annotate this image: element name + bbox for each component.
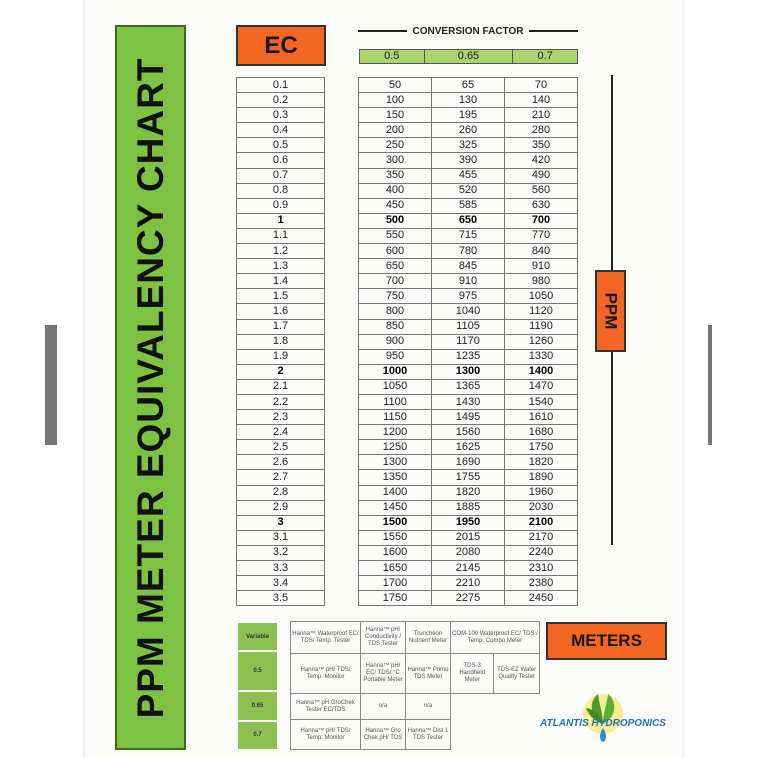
- ec-row: [237, 410, 325, 425]
- ppm-row: [359, 78, 578, 93]
- ppm-row: [359, 213, 578, 228]
- meter-cell: Hanna™ pH/ TDS/ Temp. Monitor: [291, 654, 361, 694]
- title-banner: [115, 25, 186, 750]
- ppm-value: 1200: [359, 425, 432, 440]
- ppm-value: 1050: [359, 379, 432, 394]
- ec-value: 2.5: [237, 440, 325, 455]
- ppm-value: 325: [432, 138, 505, 153]
- ppm-row: [359, 289, 578, 304]
- ppm-value: 1820: [505, 455, 578, 470]
- ppm-value: 450: [359, 198, 432, 213]
- meters-header: [546, 622, 667, 660]
- ec-row: [237, 198, 325, 213]
- ec-value: 0.2: [237, 93, 325, 108]
- ec-row: [237, 228, 325, 243]
- meters-table: [290, 621, 540, 750]
- right-edge-bar: [708, 325, 712, 445]
- meter-cell: COM-100 Waterproof EC/ TDS / Temp. Combo Meter: [451, 622, 540, 654]
- ec-value: 0.5: [237, 138, 325, 153]
- meter-cell: TDS-EZ Water Quality Tester: [494, 654, 540, 694]
- ec-row: [237, 591, 325, 606]
- ec-value: 2.9: [237, 500, 325, 515]
- ec-value: 2.7: [237, 470, 325, 485]
- ec-value: 0.4: [237, 123, 325, 138]
- ppm-value: 1050: [505, 289, 578, 304]
- ppm-value: 1150: [359, 410, 432, 425]
- ppm-value: 800: [359, 304, 432, 319]
- ppm-row: [359, 108, 578, 123]
- ppm-row: [359, 576, 578, 591]
- ec-value: 3.1: [237, 530, 325, 545]
- ppm-value: 750: [359, 289, 432, 304]
- ppm-row: [359, 319, 578, 334]
- ec-row: [237, 561, 325, 576]
- ppm-value: 1000: [359, 364, 432, 379]
- ec-row: [237, 244, 325, 259]
- ec-row: [237, 379, 325, 394]
- ppm-row: [359, 394, 578, 409]
- ppm-value: 1400: [359, 485, 432, 500]
- ppm-value: 420: [505, 153, 578, 168]
- ec-value: 1.2: [237, 244, 325, 259]
- ppm-value: 1400: [505, 364, 578, 379]
- ec-row: [237, 455, 325, 470]
- ppm-value: 2100: [505, 515, 578, 530]
- ppm-value: 1540: [505, 394, 578, 409]
- ec-row: [237, 349, 325, 364]
- ec-value: 0.8: [237, 183, 325, 198]
- ppm-value: 900: [359, 334, 432, 349]
- ec-row: [237, 530, 325, 545]
- ppm-value: 70: [505, 78, 578, 93]
- ppm-value: 1755: [432, 470, 505, 485]
- ec-value: 2.2: [237, 394, 325, 409]
- ppm-value: 1950: [432, 515, 505, 530]
- ec-row: [237, 183, 325, 198]
- ppm-value: 1960: [505, 485, 578, 500]
- ec-row: [237, 259, 325, 274]
- ec-value: 2.1: [237, 379, 325, 394]
- ppm-label-box: [595, 270, 626, 352]
- ec-value: 2.3: [237, 410, 325, 425]
- ppm-value: 1040: [432, 304, 505, 319]
- ppm-value: 1260: [505, 334, 578, 349]
- ppm-value: 910: [505, 259, 578, 274]
- ppm-value: 2450: [505, 591, 578, 606]
- ppm-value: 650: [432, 213, 505, 228]
- ppm-value: 650: [359, 259, 432, 274]
- ppm-bracket-line-bottom: [611, 352, 613, 545]
- ec-row: [237, 470, 325, 485]
- ec-value: 1: [237, 213, 325, 228]
- ec-row: [237, 485, 325, 500]
- ppm-value: 1680: [505, 425, 578, 440]
- ppm-value: 400: [359, 183, 432, 198]
- ppm-value: 2240: [505, 545, 578, 560]
- ppm-value: 2310: [505, 561, 578, 576]
- ppm-row: [359, 410, 578, 425]
- ppm-value: 1550: [359, 530, 432, 545]
- ppm-value: 550: [359, 228, 432, 243]
- ppm-row: [359, 228, 578, 243]
- ppm-value: 630: [505, 198, 578, 213]
- ec-label: EC: [264, 31, 298, 59]
- ppm-row: [359, 364, 578, 379]
- ppm-row: [359, 304, 578, 319]
- ppm-value: 780: [432, 244, 505, 259]
- ec-value: 3.3: [237, 561, 325, 576]
- ppm-value: 2015: [432, 530, 505, 545]
- ec-value: 3.2: [237, 545, 325, 560]
- ppm-value: 100: [359, 93, 432, 108]
- logo-text: ATLANTIS HYDROPONICS: [540, 718, 666, 729]
- meter-cell: Hanna™ pH GroChek Tester EC/TDS: [291, 694, 361, 720]
- ppm-value: 1600: [359, 545, 432, 560]
- meter-factor: 0.65: [237, 691, 278, 720]
- atlantis-hydroponics-logo: [540, 688, 666, 748]
- ec-row: [237, 545, 325, 560]
- ec-value: 1.3: [237, 259, 325, 274]
- ppm-value: 1690: [432, 455, 505, 470]
- ppm-value: 1470: [505, 379, 578, 394]
- ppm-value: 770: [505, 228, 578, 243]
- ppm-value: 1890: [505, 470, 578, 485]
- ec-row: [237, 213, 325, 228]
- ppm-value: 1560: [432, 425, 505, 440]
- factor-cell: 0.5: [360, 50, 425, 64]
- ppm-value: 1885: [432, 500, 505, 515]
- ec-value: 3.4: [237, 576, 325, 591]
- ec-row: [237, 576, 325, 591]
- ec-value: 3.5: [237, 591, 325, 606]
- meter-cell: Hanna™ Primo TDS Meter: [406, 654, 451, 694]
- ec-value: 1.8: [237, 334, 325, 349]
- ppm-value: 390: [432, 153, 505, 168]
- ppm-value: 300: [359, 153, 432, 168]
- ppm-value: 2380: [505, 576, 578, 591]
- ec-row: [237, 78, 325, 93]
- ppm-value: 455: [432, 168, 505, 183]
- ppm-value: 260: [432, 123, 505, 138]
- meter-cell: Hanna™ Waterproof EC/ TDS/ Temp. Tester: [291, 622, 361, 654]
- meter-cell: Hanna™ Dist 1 TDS Tester: [406, 720, 451, 750]
- ppm-row: [359, 515, 578, 530]
- ppm-row: [359, 123, 578, 138]
- ppm-value: 500: [359, 213, 432, 228]
- ec-row: [237, 153, 325, 168]
- meter-cell: TDS-3 Handheld Meter: [451, 654, 494, 694]
- ppm-value: 2145: [432, 561, 505, 576]
- ppm-row: [359, 334, 578, 349]
- ec-value: 0.1: [237, 78, 325, 93]
- ppm-value: 1500: [359, 515, 432, 530]
- ec-value: 2: [237, 364, 325, 379]
- ppm-value: 350: [505, 138, 578, 153]
- ec-row: [237, 289, 325, 304]
- ec-value: 1.6: [237, 304, 325, 319]
- ppm-value: 845: [432, 259, 505, 274]
- conversion-factor-header: [358, 24, 578, 38]
- ppm-value: 2080: [432, 545, 505, 560]
- ppm-value: 1100: [359, 394, 432, 409]
- ppm-value: 490: [505, 168, 578, 183]
- ec-value: 2.6: [237, 455, 325, 470]
- ppm-value: 1300: [432, 364, 505, 379]
- ppm-value: 1170: [432, 334, 505, 349]
- ppm-value: 560: [505, 183, 578, 198]
- ppm-value: 1820: [432, 485, 505, 500]
- meter-cell: Hanna™ pH/ EC/ TDS/ °C Portable Meter: [361, 654, 406, 694]
- factor-row: [359, 49, 578, 64]
- ppm-value: 2275: [432, 591, 505, 606]
- ppm-row: [359, 591, 578, 606]
- ppm-row: [359, 198, 578, 213]
- ppm-row: [359, 530, 578, 545]
- ppm-value: 520: [432, 183, 505, 198]
- ppm-value: 910: [432, 274, 505, 289]
- ec-row: [237, 440, 325, 455]
- ppm-value: 1120: [505, 304, 578, 319]
- left-edge-bar: [45, 325, 57, 445]
- ec-row: [237, 168, 325, 183]
- ec-value: 3: [237, 515, 325, 530]
- ppm-value: 210: [505, 108, 578, 123]
- ec-value: 1.9: [237, 349, 325, 364]
- ppm-value: 250: [359, 138, 432, 153]
- ec-table: [236, 77, 325, 606]
- ec-row: [237, 93, 325, 108]
- ppm-value: 1650: [359, 561, 432, 576]
- ec-row: [237, 123, 325, 138]
- ec-value: 1.1: [237, 228, 325, 243]
- ppm-row: [359, 138, 578, 153]
- ppm-value: 280: [505, 123, 578, 138]
- ppm-row: [359, 349, 578, 364]
- ppm-value: 1450: [359, 500, 432, 515]
- ppm-value: 2170: [505, 530, 578, 545]
- ppm-value: 975: [432, 289, 505, 304]
- ec-row: [237, 138, 325, 153]
- meter-factor: 0.7: [237, 721, 278, 750]
- ppm-row: [359, 500, 578, 515]
- ppm-value: 1700: [359, 576, 432, 591]
- meter-factor: Variable: [237, 622, 278, 651]
- ppm-value: 1235: [432, 349, 505, 364]
- ppm-value: 1750: [359, 591, 432, 606]
- ec-row: [237, 304, 325, 319]
- factor-cell: 0.7: [513, 50, 578, 64]
- ec-value: 1.7: [237, 319, 325, 334]
- ppm-value: 585: [432, 198, 505, 213]
- ppm-value: 195: [432, 108, 505, 123]
- ec-value: 1.5: [237, 289, 325, 304]
- ppm-row: [359, 259, 578, 274]
- ppm-value: 1350: [359, 470, 432, 485]
- meter-cell: Hanna™ pH/ Conductivity / TDS Tester: [361, 622, 406, 654]
- ec-value: 2.8: [237, 485, 325, 500]
- ppm-value: 600: [359, 244, 432, 259]
- ppm-value: 150: [359, 108, 432, 123]
- ec-row: [237, 334, 325, 349]
- ppm-value: 140: [505, 93, 578, 108]
- ec-row: [237, 394, 325, 409]
- ec-row: [237, 515, 325, 530]
- ppm-row: [359, 561, 578, 576]
- ppm-value: 700: [505, 213, 578, 228]
- ec-row: [237, 274, 325, 289]
- ppm-value: 350: [359, 168, 432, 183]
- ec-row: [237, 108, 325, 123]
- meters-label: METERS: [571, 631, 642, 650]
- ppm-row: [359, 183, 578, 198]
- ppm-row: [359, 274, 578, 289]
- factor-cell: 0.65: [424, 50, 513, 64]
- ppm-bracket-line-top: [611, 75, 613, 270]
- ppm-row: [359, 485, 578, 500]
- ppm-value: 50: [359, 78, 432, 93]
- ppm-value: 950: [359, 349, 432, 364]
- meter-factor: 0.5: [237, 651, 278, 691]
- meter-factor-column: [236, 621, 279, 751]
- ec-row: [237, 425, 325, 440]
- meter-cell: Truncheon Nutrient Meter: [406, 622, 451, 654]
- ppm-value: 1750: [505, 440, 578, 455]
- ec-value: 0.7: [237, 168, 325, 183]
- ec-value: 0.3: [237, 108, 325, 123]
- ppm-value: 1625: [432, 440, 505, 455]
- ppm-value: 1300: [359, 455, 432, 470]
- ppm-row: [359, 425, 578, 440]
- ppm-value: 850: [359, 319, 432, 334]
- meter-cell: Hanna™ pH/ TDS/ Temp. Monitor: [291, 720, 361, 750]
- ppm-value: 840: [505, 244, 578, 259]
- page-title: PPM METER EQUIVALENCY CHART: [129, 57, 171, 718]
- ec-value: 0.6: [237, 153, 325, 168]
- ec-value: 1.4: [237, 274, 325, 289]
- conversion-factor-label: CONVERSION FACTOR: [412, 25, 524, 37]
- ppm-row: [359, 440, 578, 455]
- ppm-row: [359, 455, 578, 470]
- meter-cell: n/a: [361, 694, 406, 720]
- ppm-value: 2210: [432, 576, 505, 591]
- ppm-value: 1430: [432, 394, 505, 409]
- ppm-value: 1365: [432, 379, 505, 394]
- ec-row: [237, 319, 325, 334]
- ppm-value: 1330: [505, 349, 578, 364]
- ppm-value: 1190: [505, 319, 578, 334]
- ec-value: 0.9: [237, 198, 325, 213]
- ppm-value: 700: [359, 274, 432, 289]
- ec-row: [237, 364, 325, 379]
- ppm-row: [359, 379, 578, 394]
- ppm-row: [359, 545, 578, 560]
- ppm-row: [359, 153, 578, 168]
- ppm-row: [359, 244, 578, 259]
- ppm-value: 1250: [359, 440, 432, 455]
- ppm-value: 200: [359, 123, 432, 138]
- ppm-value: 715: [432, 228, 505, 243]
- ppm-row: [359, 93, 578, 108]
- ppm-label: PPM: [601, 292, 621, 330]
- ec-row: [237, 500, 325, 515]
- ppm-value: 65: [432, 78, 505, 93]
- ppm-value: 1610: [505, 410, 578, 425]
- meter-cell: n/a: [406, 694, 451, 720]
- ppm-value: 130: [432, 93, 505, 108]
- ppm-value: 1105: [432, 319, 505, 334]
- ppm-row: [359, 168, 578, 183]
- ppm-value: 980: [505, 274, 578, 289]
- ppm-value: 2030: [505, 500, 578, 515]
- ppm-row: [359, 470, 578, 485]
- ec-value: 2.4: [237, 425, 325, 440]
- meter-cell: Hanna™ Gro Chek pH/ TDS: [361, 720, 406, 750]
- ppm-value: 1495: [432, 410, 505, 425]
- ppm-table: [358, 77, 578, 606]
- ec-header: [236, 25, 326, 66]
